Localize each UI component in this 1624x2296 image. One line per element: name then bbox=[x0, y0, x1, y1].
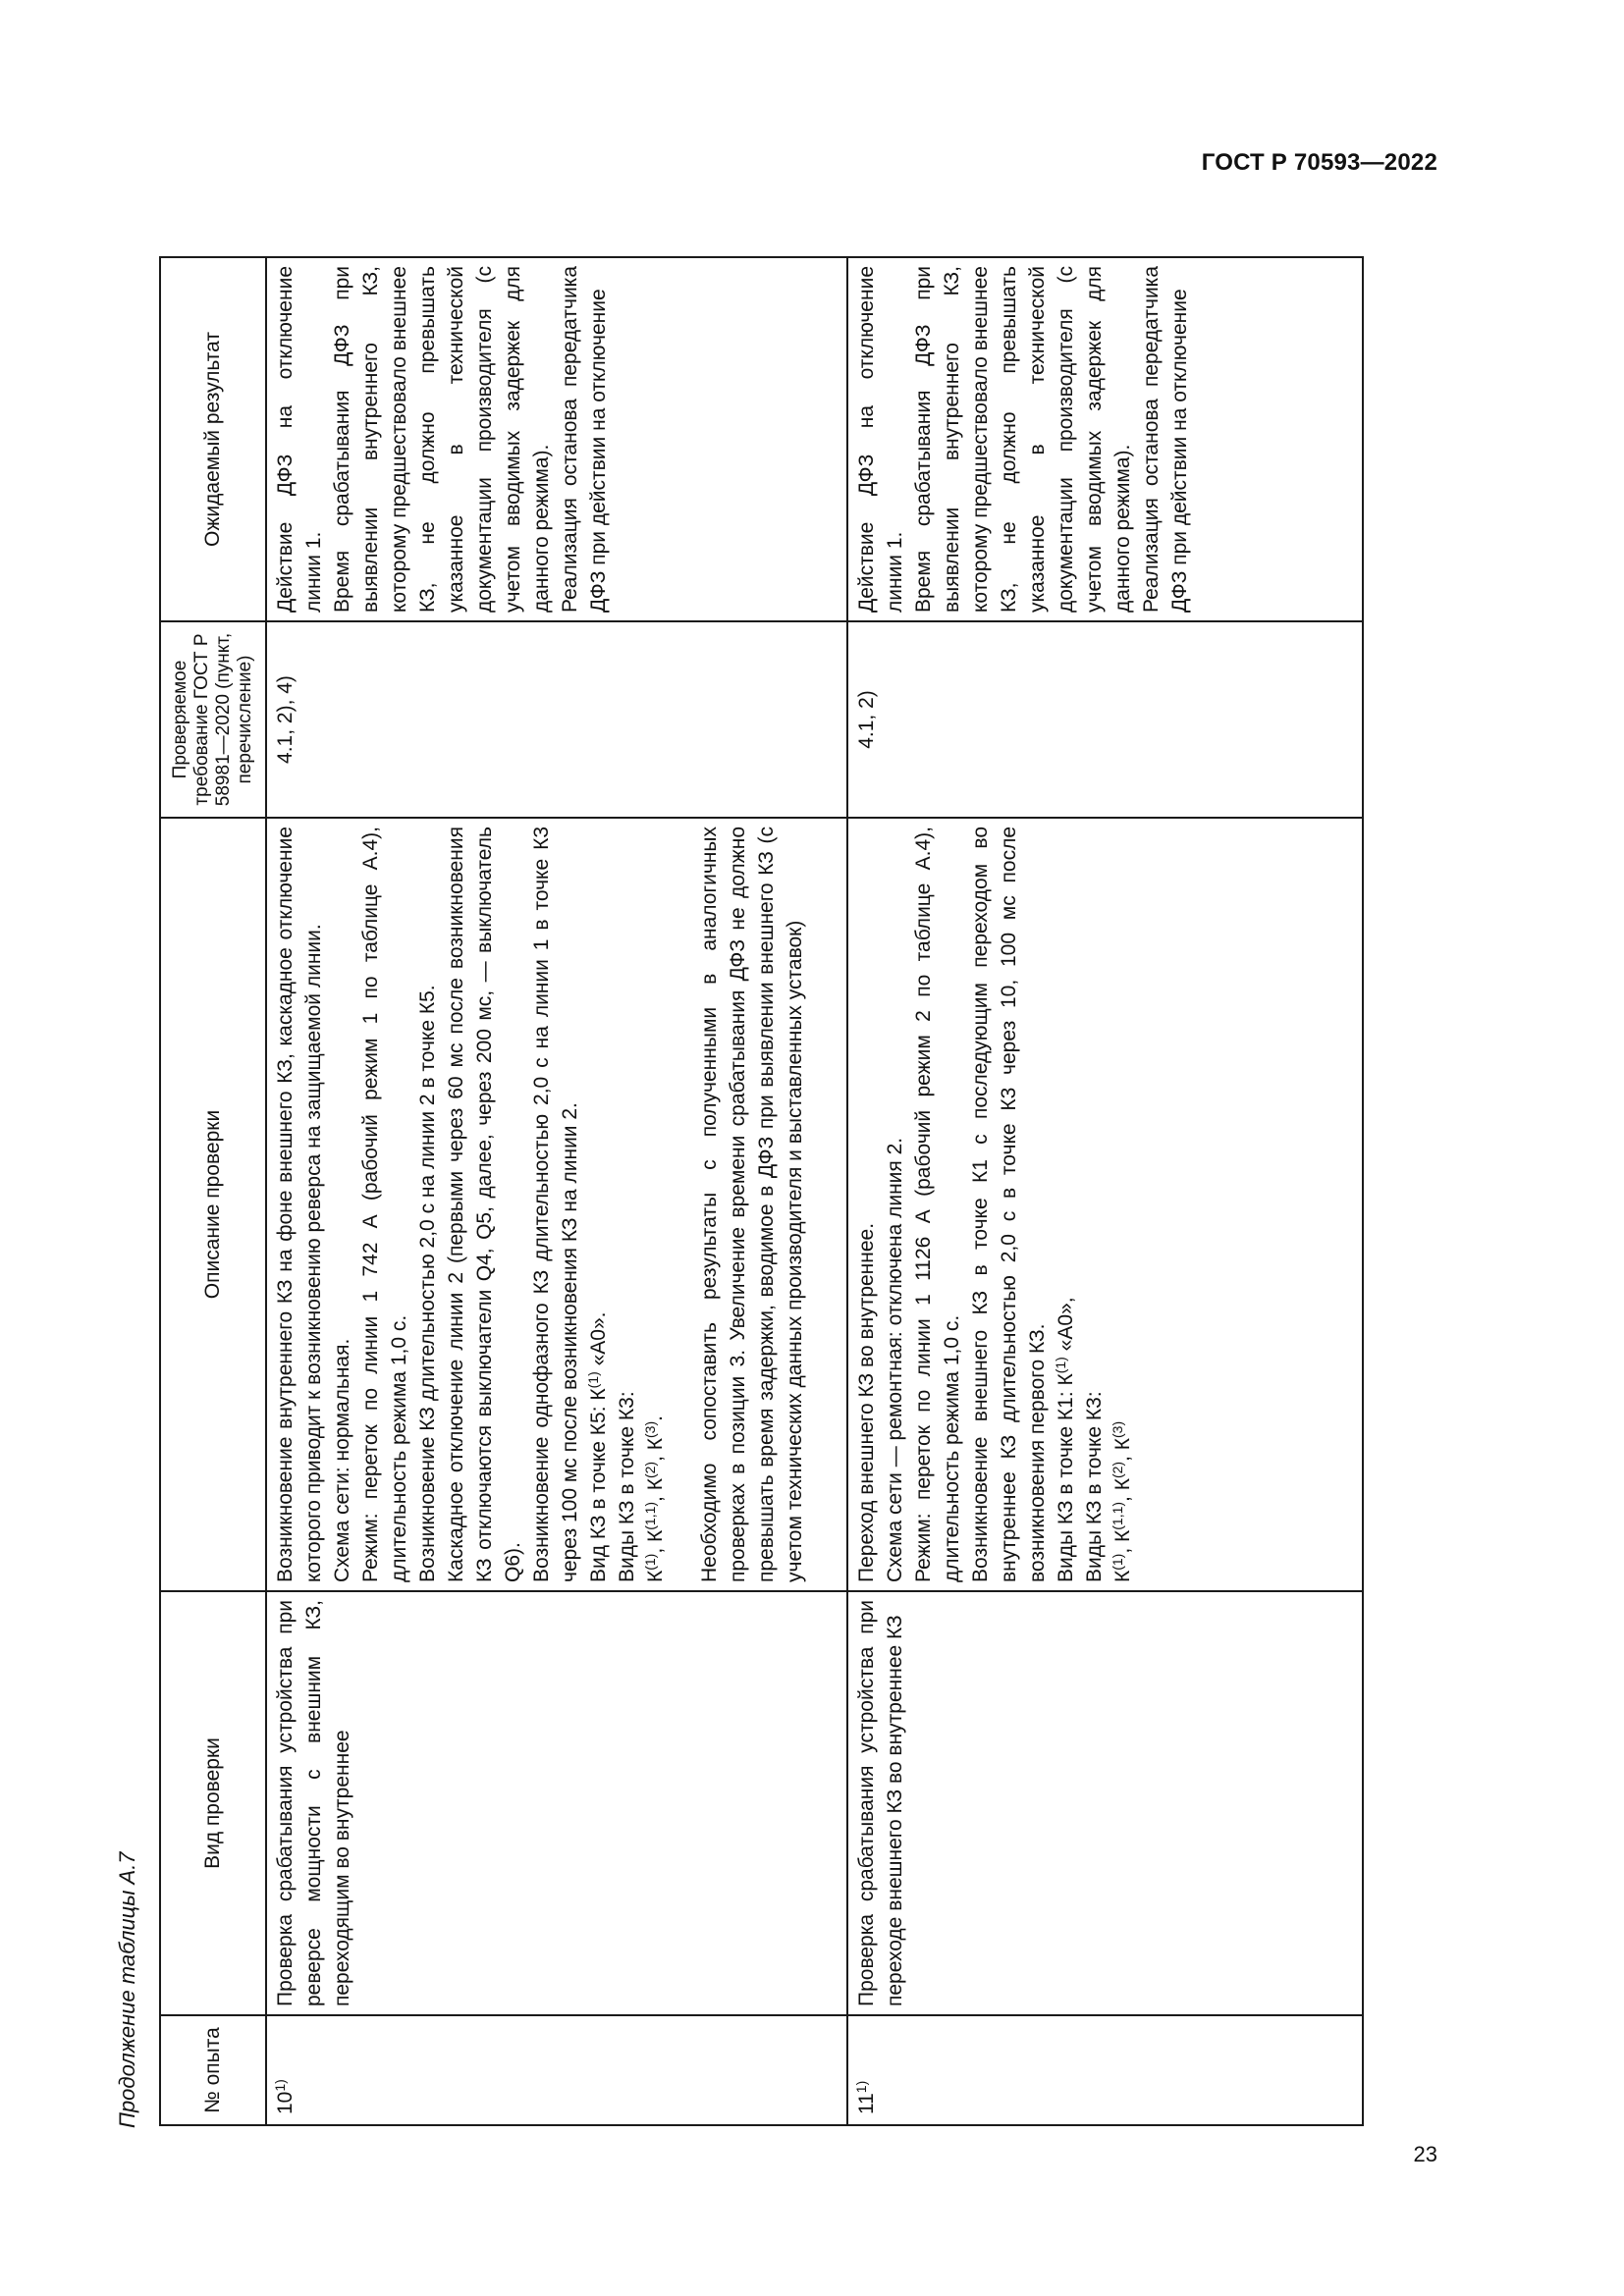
result-paragraph: Реализация останова передатчика ДФЗ при действии на отключение bbox=[1140, 266, 1191, 613]
text-span: , К bbox=[644, 1478, 667, 1502]
column-header-requirement: Проверяемое требование ГОСТ Р 58981—2020 (пункт, перечисление) bbox=[160, 621, 266, 818]
result-paragraph: Реализация останова передатчика ДФЗ при действии на отключение bbox=[559, 266, 610, 613]
expected-result bbox=[266, 257, 847, 621]
text-span: , К bbox=[1111, 1478, 1134, 1502]
table-row bbox=[847, 257, 1363, 2125]
superscript: (1) bbox=[642, 1553, 658, 1571]
test-number-value: 11 bbox=[855, 2093, 878, 2114]
text-span: . bbox=[644, 1415, 667, 1421]
footnote-mark: 1) bbox=[272, 2079, 288, 2092]
superscript: (3) bbox=[642, 1420, 658, 1438]
test-description bbox=[266, 818, 847, 1591]
text-span: Вид КЗ в точке К5: К bbox=[587, 1388, 610, 1582]
result-paragraph: Действие ДФЗ на отключение линии 1. bbox=[274, 266, 325, 613]
test-number-value: 10 bbox=[274, 2091, 297, 2114]
text-span: К bbox=[644, 1570, 667, 1582]
desc-paragraph: Возникновение КЗ длительностью 2,0 с на линии 2 в точке К5. bbox=[416, 985, 439, 1582]
superscript: (1) bbox=[1053, 1357, 1068, 1374]
text-span: , К bbox=[1111, 1529, 1134, 1554]
superscript: (3) bbox=[1110, 1420, 1125, 1438]
desc-paragraph: Схема сети — ремонтная: отключена линия 2. bbox=[884, 1137, 906, 1582]
test-type: Проверка срабатывания устройства при переходе внешнего КЗ во внутреннее КЗ bbox=[847, 1591, 1363, 2015]
test-description bbox=[847, 818, 1363, 1591]
fault-type-line bbox=[584, 827, 613, 1582]
table-continuation-caption: Продолжение таблицы А.7 bbox=[115, 1851, 139, 2128]
fault-type-line bbox=[1052, 827, 1080, 1582]
desc-paragraph: Режим: переток по линии 1 1126 А (рабочий режим 2 по таблице А.4), длительность режима 1,0 с. bbox=[912, 827, 963, 1582]
desc-paragraph: Возникновение внешнего КЗ в точке К1 с последующим переходом во внутреннее КЗ длительностью 2,0 с в точке К3 через 10, 100 мс после возникновения первого КЗ. bbox=[969, 827, 1049, 1582]
paragraph-gap bbox=[670, 827, 695, 1582]
column-header-result: Ожидаемый результат bbox=[160, 257, 266, 621]
desc-paragraph: Переход внешнего КЗ во внутреннее. bbox=[855, 1222, 878, 1582]
desc-paragraph: Каскадное отключение линии 2 (первыми через 60 мс после возникновения КЗ отключаются выключатели Q4, Q5, далее, через 200 мс, — выключатель Q6). bbox=[445, 827, 524, 1582]
test-table bbox=[159, 256, 1364, 2126]
column-header-type: Вид проверки bbox=[160, 1591, 266, 2015]
checked-requirement: 4.1, 2) bbox=[847, 621, 1363, 818]
result-paragraph: Время срабатывания ДФЗ при выявлении внутреннего КЗ, которому предшествовало внешнее КЗ, не должно превышать указанное в технической документации производителя (с учетом вводимых задержек для данного режима). bbox=[331, 266, 553, 613]
desc-paragraph: Виды КЗ в точке К3: bbox=[1083, 1391, 1106, 1582]
text-span: «А0». bbox=[587, 1311, 610, 1372]
fault-types-line bbox=[641, 827, 670, 1582]
superscript: (1) bbox=[585, 1371, 601, 1389]
text-span: , К bbox=[1111, 1438, 1134, 1462]
text-span: К bbox=[1111, 1570, 1134, 1582]
text-span: , К bbox=[644, 1438, 667, 1462]
desc-paragraph: Возникновение однофазного КЗ длительностью 2,0 с на линии 1 в точке К3 через 100 мс после возникновения КЗ на линии 2. bbox=[530, 827, 581, 1582]
column-header-number: № опыта bbox=[160, 2015, 266, 2125]
expected-result bbox=[847, 257, 1363, 621]
rotated-table-area bbox=[115, 207, 1431, 2156]
test-type: Проверка срабатывания устройства при реверсе мощности с внешним КЗ, переходящим во внутреннее bbox=[266, 1591, 847, 2015]
desc-paragraph: Необходимо сопоставить результаты с полученными в аналогичных проверках в позиции 3. Увеличение времени срабатывания ДФЗ не должно превышать время задержки, вводимое в ДФЗ при выявлении внешнего КЗ (с учетом технических данных производителя и выставленных уставок) bbox=[698, 827, 806, 1582]
desc-paragraph: Схема сети: нормальная. bbox=[331, 1338, 353, 1582]
result-paragraph: Время срабатывания ДФЗ при выявлении внутреннего КЗ, которому предшествовало внешнее КЗ, не должно превышать указанное в технической документации производителя (с учетом вводимых задержек для данного режима). bbox=[912, 266, 1134, 613]
table-row bbox=[266, 257, 847, 2125]
test-number bbox=[847, 2015, 1363, 2125]
column-header-description: Описание проверки bbox=[160, 818, 266, 1591]
result-paragraph: Действие ДФЗ на отключение линии 1. bbox=[855, 266, 906, 613]
test-number bbox=[266, 2015, 847, 2125]
superscript: (2) bbox=[642, 1461, 658, 1479]
desc-paragraph: Режим: переток по линии 1 742 А (рабочий режим 1 по таблице А.4), длительность режима 1,0 с. bbox=[359, 827, 410, 1582]
checked-requirement: 4.1, 2), 4) bbox=[266, 621, 847, 818]
superscript: (1,1) bbox=[642, 1501, 658, 1530]
text-span: «А0», bbox=[1055, 1297, 1077, 1358]
fault-types-line bbox=[1109, 827, 1137, 1582]
superscript: (1,1) bbox=[1110, 1501, 1125, 1530]
page-number: 23 bbox=[1413, 2142, 1437, 2166]
text-span: Виды КЗ в точке К1: К bbox=[1055, 1373, 1077, 1582]
superscript: (1) bbox=[1110, 1553, 1125, 1571]
table-header-row bbox=[160, 257, 266, 2125]
footnote-mark: 1) bbox=[853, 2080, 869, 2094]
standard-header: ГОСТ Р 70593—2022 bbox=[1201, 149, 1437, 176]
desc-paragraph: Возникновение внутреннего КЗ на фоне внешнего КЗ, каскадное отключение которого приводит к возникновению реверса на защищаемой линии. bbox=[274, 827, 325, 1582]
superscript: (2) bbox=[1110, 1461, 1125, 1479]
text-span: , К bbox=[644, 1529, 667, 1554]
desc-paragraph: Виды КЗ в точке К3: bbox=[616, 1391, 638, 1582]
